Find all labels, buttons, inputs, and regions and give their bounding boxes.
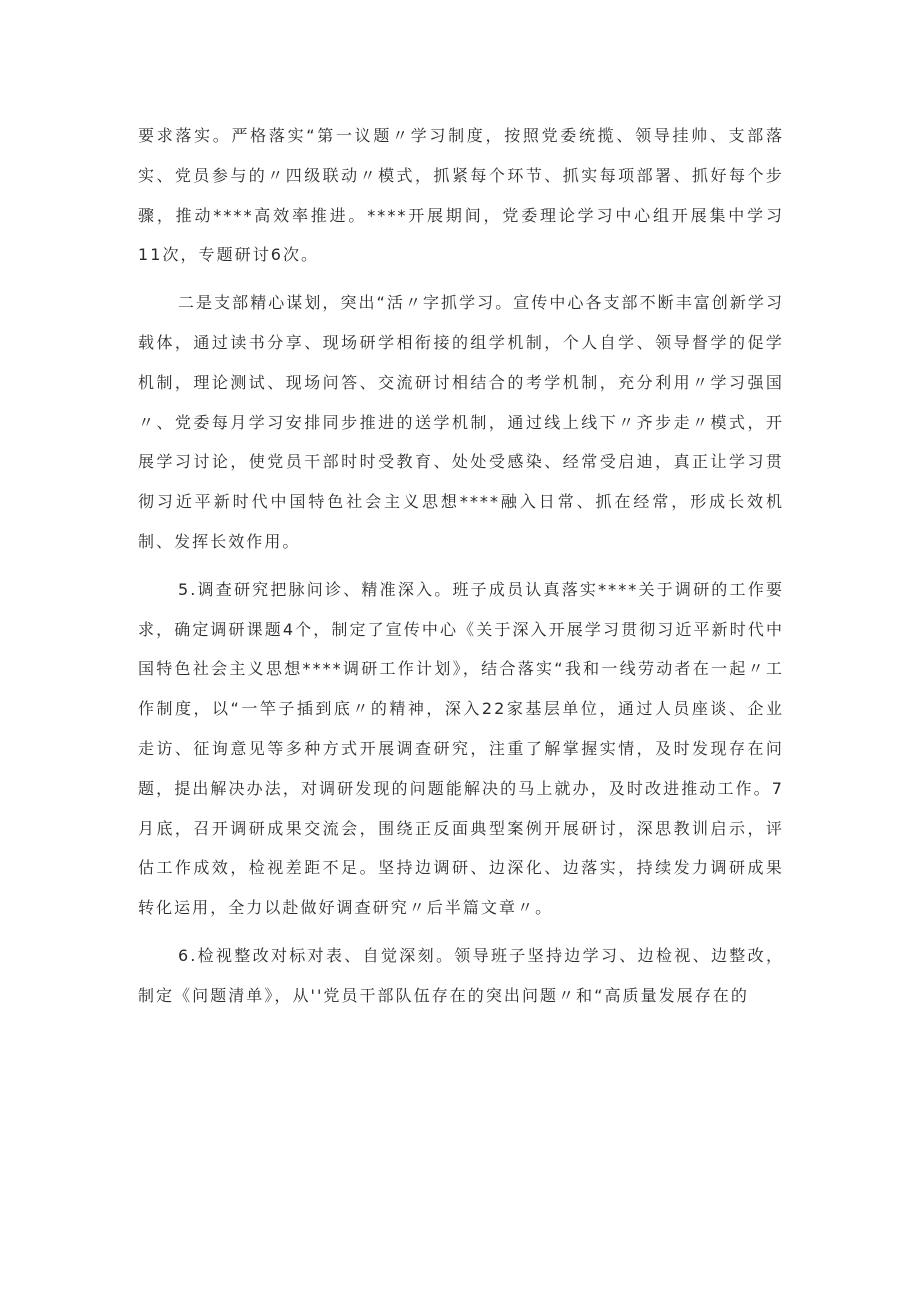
paragraph-item-5-research: 5.调查研究把脉问诊、精准深入。班子成员认真落实****关于调研的工作要求，确定调研课题4个，制定了宣传中心《关于深入开展学习贯彻习近平新时代中国特色社会主义思想****调研工作计划》，结合落实“我和一线劳动者在一起〃工作制度，以“一竿子插到底〃的精神，深入22家基层单位，通过人员座谈、企业走访、征询意见等多种方式开展调查研究，注重了解掌握实情，及时发现存在问题，提出解决办法，对调研发现的问题能解决的马上就办，及时改进推动工作。7月底，召开调研成果交流会，围绕正反面典型案例开展研讨，深思教训启示，评估工作成效，检视差距不足。坚持边调研、边深化、边落实，持续发力调研成果转化运用，全力以赴做好调查研究〃后半篇文章〃。 [138,579,784,918]
document-body [138,116,784,1016]
paragraph-continuation: 要求落实。严格落实“第一议题〃学习制度，按照党委统揽、领导挂帅、支部落实、党员参与的〃四级联动〃模式，抓紧每个环节、抓实每项部署、抓好每个步骤，推动****高效率推进。****开展期间，党委理论学习中心组开展集中学习11次，专题研讨6次。 [138,126,784,265]
paragraph-item-6-rectification: 6.检视整改对标对表、自觉深刻。领导班子坚持边学习、边检视、边整改，制定《问题清单》，从''党员干部队伍存在的突出问题〃和“高质量发展存在的 [138,945,784,1005]
paragraph-branch-planning: 二是支部精心谋划，突出“活〃字抓学习。宣传中心各支部不断丰富创新学习载体，通过读书分享、现场研学相衔接的组学机制，个人自学、领导督学的促学机制，理论测试、现场问答、交流研讨相结合的考学机制，充分利用〃学习强国〃、党委每月学习安排同步推进的送学机制，通过线上线下〃齐步走〃模式，开展学习讨论，使党员干部时时受教育、处处受感染、经常受启迪，真正让学习贯彻习近平新时代中国特色社会主义思想****融入日常、抓在经常，形成长效机制、发挥长效作用。 [138,293,784,551]
